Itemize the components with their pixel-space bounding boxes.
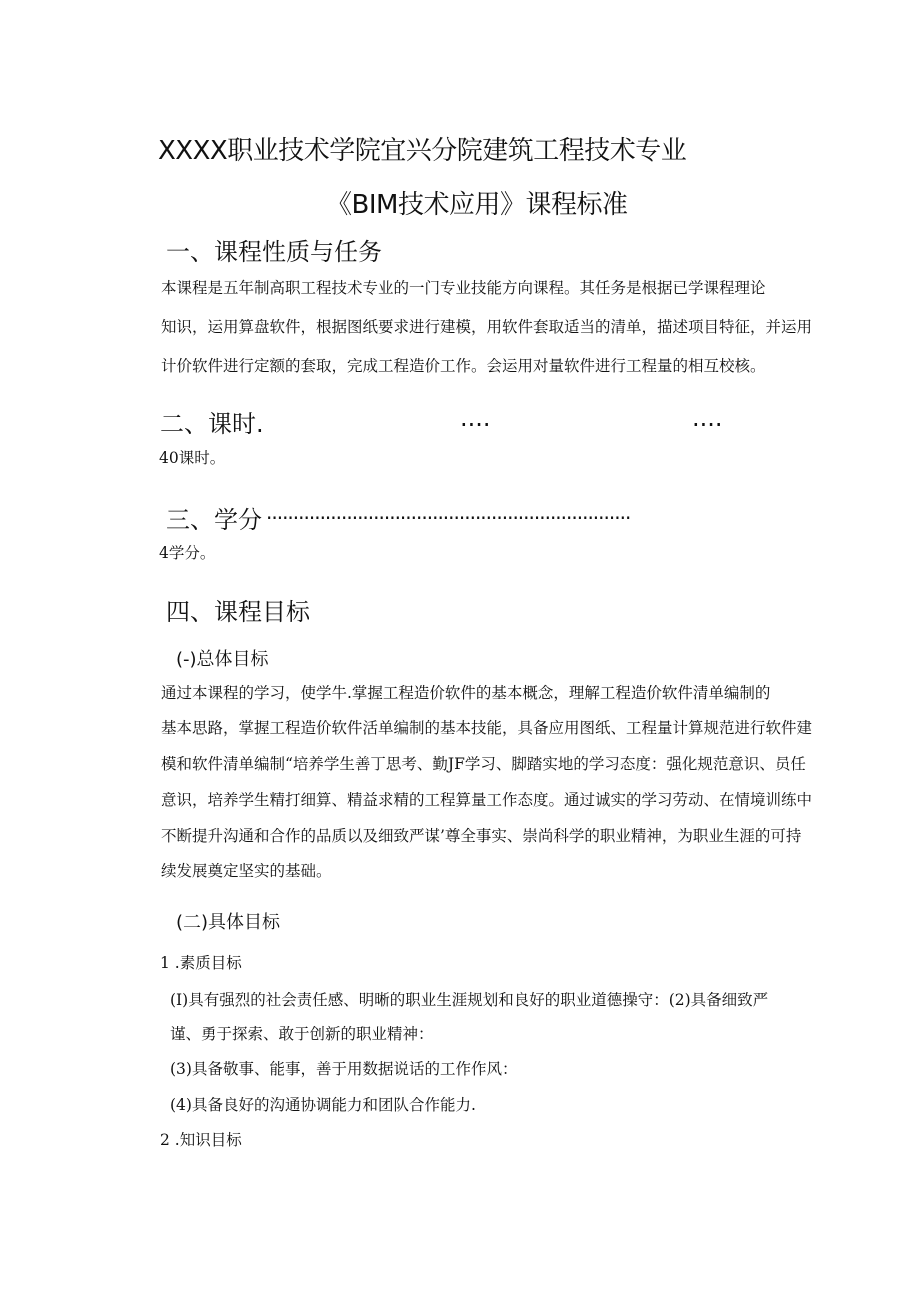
class-hours-value: 40课时。 (159, 449, 226, 467)
paragraph-line: 计价软件进行定额的套取，完成工程造价工作。会运用对量软件进行工程量的相互校核。 (161, 357, 766, 375)
item-heading-knowledge-objectives: 2 .知识目标 (160, 1131, 242, 1149)
paragraph-line: 知识，运用算盘软件，根据图纸要求进行建模，用软件套取适当的清单，描述项目特征，并运用 (161, 318, 813, 336)
list-line: (3)具备敬事、能事，善于用数据说话的工作作风： (170, 1060, 518, 1078)
list-line: (I)具有强烈的社会责任感、明晰的职业生涯规划和良好的职业道德操守：(2)具备细致严 (170, 991, 769, 1009)
paragraph-line: 本课程是五年制高职工程技术专业的一门专业技能方向课程。其任务是根据已学课程理论 (161, 279, 766, 297)
paragraph-line: 基本思路，掌握工程造价软件活单编制的基本技能，具备应用图纸、工程量计算规范进行软件建 (161, 719, 813, 737)
leader-dots: .... (692, 404, 723, 432)
list-line: (4)具备良好的沟通协调能力和团队合作能力. (170, 1096, 476, 1114)
paragraph-line: 模和软件清单编制“培养学生善丁思考、勤JF学习、脚踏实地的学习态度：强化规范意识、员任 (161, 755, 806, 773)
document-title-line1: XXXX职业技术学院宜兴分院建筑工程技术专业 (158, 136, 687, 166)
leader-dots: .................................................................... (266, 500, 631, 524)
paragraph-line: 意识，培养学生精打细算、精益求精的工程算量工作态度。通过诚实的学习劳动、在情境训练中 (161, 791, 813, 809)
paragraph-line: 不断提升沟通和合作的品质以及细致严谋’尊全事实、崇尚科学的职业精神，为职业生涯的可持 (161, 827, 802, 845)
paragraph-line: 通过本课程的学习，使学牛.掌握工程造价软件的基本概念，理解工程造价软件清单编制的 (161, 684, 771, 702)
document-title-line2: 《BIM技术应用》课程标准 (326, 190, 628, 220)
subheading-specific-objectives: (二)具体目标 (176, 912, 281, 933)
subheading-overall-objectives: (-)总体目标 (176, 649, 269, 670)
section-heading-class-hours: 二、课时. (160, 410, 264, 438)
item-heading-quality-objectives: 1 .素质目标 (160, 954, 242, 972)
section-heading-course-objectives: 四、课程目标 (166, 598, 310, 626)
paragraph-line: 续发展奠定坚实的基础。 (161, 862, 332, 880)
section-heading-course-nature: 一、课程性质与任务 (166, 238, 382, 266)
list-line: 谨、勇于探索、敢于创新的职业精神： (170, 1025, 434, 1043)
leader-dots: .... (460, 404, 491, 432)
section-heading-credits: 三、学分 (166, 506, 262, 534)
credits-value: 4学分。 (159, 544, 216, 562)
